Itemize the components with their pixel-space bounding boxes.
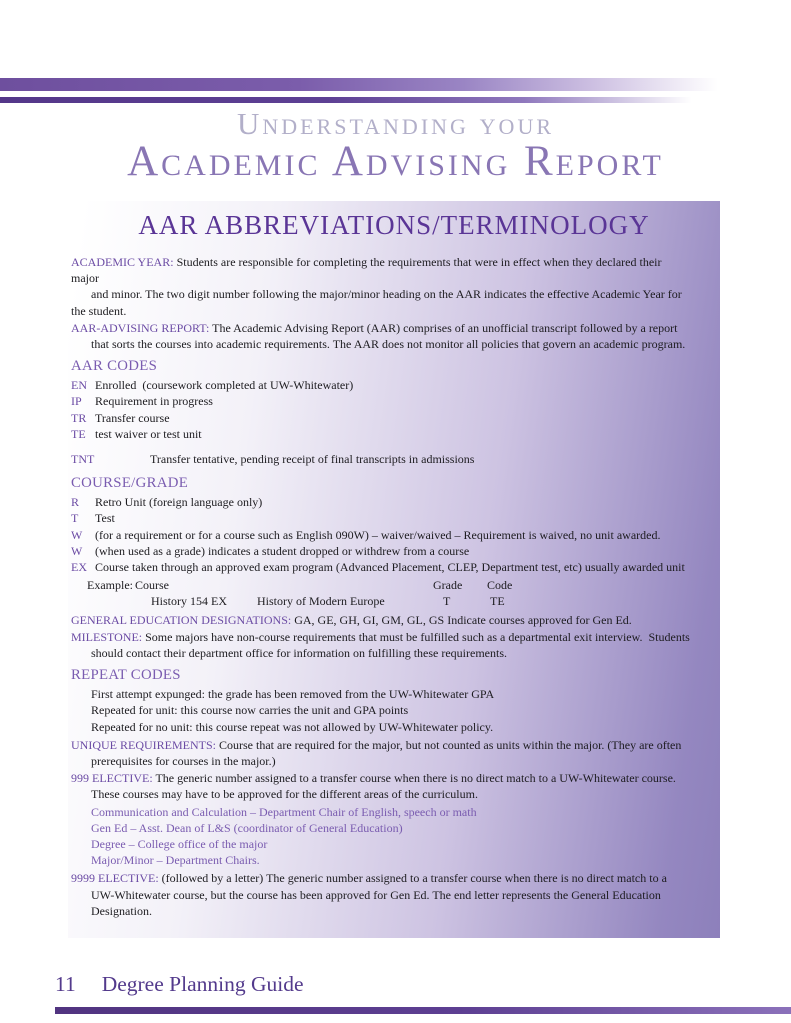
definition-text: Some majors have non-course requirements that must be fulfilled such as a departmental exit interview. Students [142,629,690,644]
definition-text: (followed by a letter) The generic number assigned to a transfer course when there is no direct match to a [158,871,667,886]
col-grade: Grade [433,578,463,593]
term-label: GENERAL EDUCATION DESIGNATIONS: [71,612,292,627]
definition-text: The generic number assigned to a transfer course when there is no direct match to a UW-Whitewater course. [152,771,676,786]
code-row [71,494,717,510]
code-description: (when used as a grade) indicates a student dropped or withdrew from a course [95,543,470,558]
definition-text: The Academic Advising Report (AAR) comprises of an unofficial transcript followed by a report [209,320,678,335]
term-label: MILESTONE: [71,629,143,644]
term-label: UNIQUE REQUIREMENTS: [71,737,216,752]
code-description: Requirement in progress [95,394,213,409]
definition-line: should contact their department office for information on fulfilling these requirements. [91,646,507,661]
definition-entry [71,770,717,802]
code-description: Transfer course [95,410,170,425]
definition-first-line [71,612,717,628]
code-description: (for a requirement or for a course such as English 090W) – waiver/waived – Requirement is waived, no unit awarded. [95,527,661,542]
bottom-gradient-bar [55,1007,791,1014]
terminology-panel [68,201,720,938]
section-heading: AAR CODES [71,358,158,375]
definition-entry [71,737,717,769]
code-list [71,494,717,575]
code-description: Transfer tentative, pending receipt of final transcripts in admissions [150,452,475,467]
term-label: AAR-ADVISING REPORT: [71,320,210,335]
definition-line: and minor. The two digit number following the major/minor heading on the AAR indicates the effective Academic Year for [91,287,682,302]
code-list [71,451,717,467]
note-line: Major/Minor – Department Chairs. [91,853,260,868]
definition-entry [71,320,717,352]
code-abbreviation: EX [71,560,87,575]
note-line: Repeated for unit: this course now carries the unit and GPA points [91,703,409,718]
definition-line: major [71,271,99,286]
course-grade: T [443,594,451,609]
note-line: Repeated for no unit: this course repeat was not allowed by UW-Whitewater policy. [91,719,494,734]
panel-body [68,241,720,919]
code-row [71,527,717,543]
code-description: Course taken through an approved exam program (Advanced Placement, CLEP, Department test, etc) usually awarded unit [95,560,685,575]
example-table [71,577,717,609]
definition-entry [71,612,717,628]
note-line: Communication and Calculation – Department Chair of English, speech or math [91,804,477,819]
definition-line: Designation. [91,903,152,918]
code-abbreviation: TR [71,410,87,425]
example-header-row [71,577,717,593]
definition-text: Students are responsible for completing the requirements that were in effect when they declared their [173,255,662,269]
term-label: 9999 ELECTIVE: [71,871,159,886]
code-row [71,377,717,393]
note-line: Gen Ed – Asst. Dean of L&S (coordinator of General Education) [91,820,403,835]
code-abbreviation: TE [71,426,86,441]
code-row [71,543,717,559]
definition-first-line [71,320,717,336]
definition-first-line [71,254,717,270]
note-line: First attempt expunged: the grade has been removed from the UW-Whitewater GPA [91,687,495,702]
note-line: Degree – College office of the major [91,837,268,852]
code-row [71,393,717,409]
code-list [71,377,717,442]
code-abbreviation: R [71,495,80,510]
course-name: History of Modern Europe [257,594,385,609]
code-description: Test [95,511,115,526]
definition-first-line [71,870,717,886]
code-row [71,410,717,426]
page-title: Academic Advising Report [127,138,664,185]
example-label: Example: [87,578,133,593]
definition-entry [71,870,717,919]
page-subtitle: Understanding your [236,106,555,141]
code-abbreviation: W [71,543,83,558]
guide-title: Degree Planning Guide [101,972,304,996]
example-data-row [71,593,717,609]
code-abbreviation: EN [71,378,87,393]
section-heading: REPEAT CODES [71,667,181,684]
course-code: TE [490,594,505,609]
definition-first-line [71,629,717,645]
code-row [71,451,717,467]
code-abbreviation: W [71,527,83,542]
definition-line: prerequisites for courses in the major.) [91,754,276,769]
page-number: 11 [55,972,76,996]
definition-first-line [71,737,717,753]
code-description: test waiver or test unit [95,426,202,441]
code-row [71,559,717,575]
definition-first-line [71,770,717,786]
definition-line: the student. [71,303,127,318]
definition-line: These courses may have to be approved for the different areas of the curriculum. [91,787,478,802]
definition-text: Course that are required for the major, but not counted as units within the major. (They are often [216,737,682,752]
definition-entry [71,254,717,319]
code-abbreviation: TNT [71,452,95,467]
note-block [71,686,717,735]
panel-heading: AAR ABBREVIATIONS/TERMINOLOGY [138,210,650,240]
definition-text: GA, GE, GH, GI, GM, GL, GS Indicate courses approved for Gen Ed. [291,612,632,627]
code-description: Retro Unit (foreign language only) [95,495,263,510]
note-block [71,804,717,869]
code-description: Enrolled (coursework completed at UW-Whitewater) [95,378,354,393]
top-gradient-bar-thick [0,78,748,91]
term-label: 999 ELECTIVE: [71,771,153,786]
top-gradient-bar-thin [0,97,728,103]
definition-line: UW-Whitewater course, but the course has been approved for Gen Ed. The end letter represents the General Education [91,887,661,902]
col-code: Code [487,578,513,593]
code-row [71,510,717,526]
course-id: History 154 EX [151,594,227,609]
col-course: Course [135,578,169,593]
definition-entry [71,629,717,661]
code-abbreviation: IP [71,394,82,409]
definition-line: that sorts the courses into academic requirements. The AAR does not monitor all policies that govern an academic program. [91,337,686,352]
code-row [71,426,717,442]
section-heading: COURSE/GRADE [71,475,189,492]
term-label: ACADEMIC YEAR: [71,255,174,269]
page-footer [55,972,304,997]
code-abbreviation: T [71,511,79,526]
